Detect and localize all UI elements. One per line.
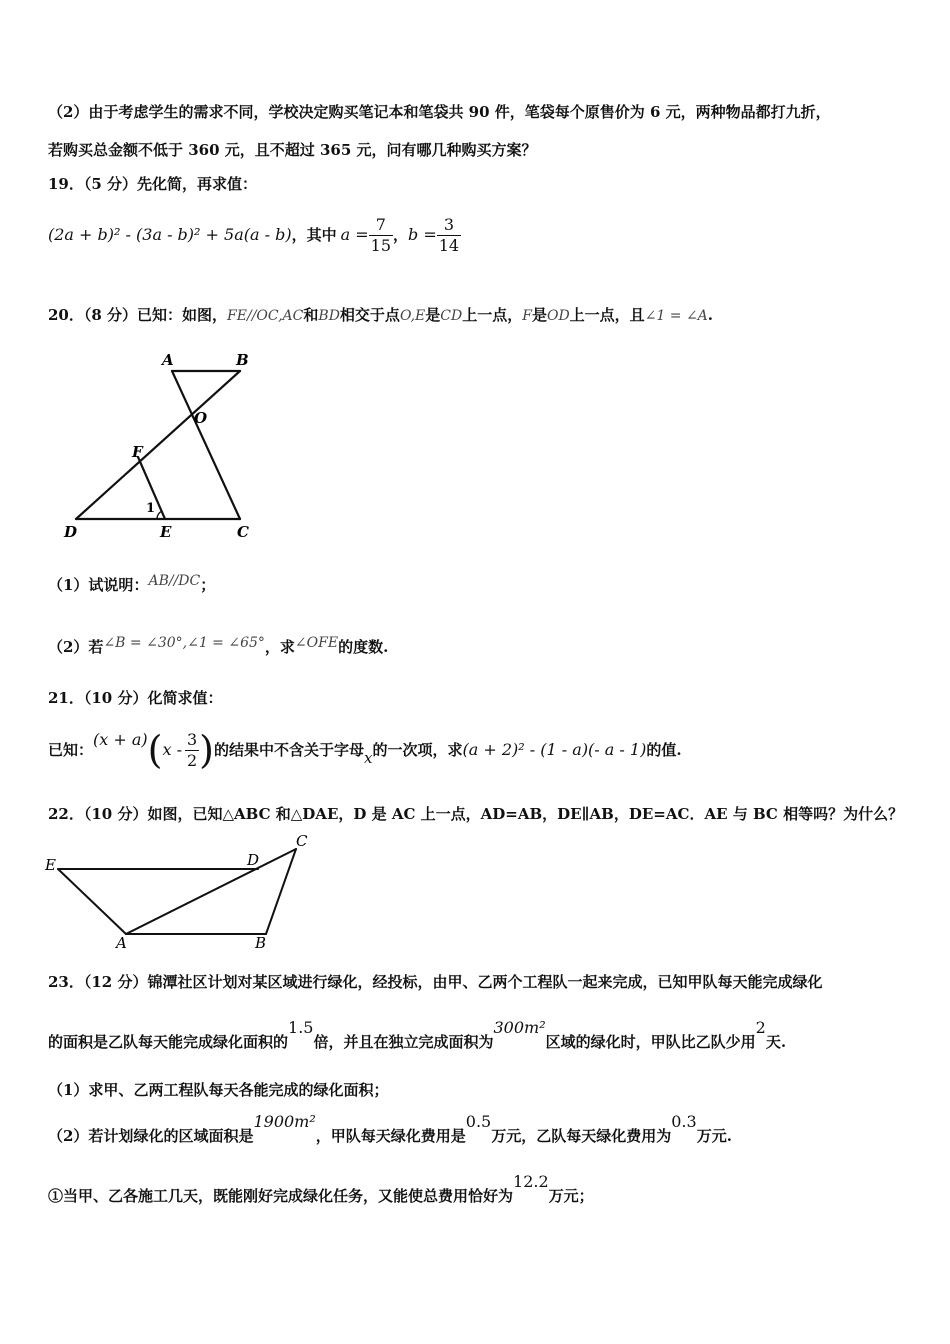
q20-text-2: 和 [303,306,319,324]
q20-math-5: F [522,308,532,324]
q23-part1: （1）求甲、乙两工程队每天各能完成的绿化面积； [48,1081,389,1099]
q20-math-6: OD [546,308,570,324]
q22-statement: 22．（10 分）如图，已知△ABC 和△DAE，D 是 AC 上一点，AD=AB，DE∥AB，DE=AC．AE 与 BC 相等吗？为什么？ [48,805,904,823]
q20-part2 [48,637,388,658]
q21-frac-den: 2 [186,750,198,770]
q21-lead: 已知： [48,741,94,759]
q21-expr-a: (x + a) [93,730,148,749]
label-e: E [45,856,56,874]
segment-ea [58,869,126,934]
q19-b-denominator: 14 [438,235,460,255]
q20-text-8: . [707,306,714,324]
q20-text-3: 相交于点 [339,306,400,324]
q20-text-4: 是 [425,306,441,324]
q20-math-4: CD [440,308,463,324]
q20-part2-text: （2）若 [48,638,104,656]
q23-l2-c: 区域的绿化时，甲队比乙队少用 [545,1033,756,1051]
q19-comma: ， [393,226,409,244]
q20-part2-mid: ，求 [264,638,295,656]
q21-mid: 的结果中不含关于字母 [214,741,365,759]
q20-text-5: 上一点， [462,306,523,324]
label-b: B [236,351,249,369]
q21-fraction [185,730,199,771]
q23-l2-d: 天. [765,1033,787,1051]
q23-p2-d: 万元. [696,1127,732,1145]
q19-expression-line [48,210,461,260]
q20-part2-math2: ∠OFE [294,635,339,651]
q20-text-6: 是 [531,306,547,324]
q20-math-7: ∠1 = ∠A [644,308,708,324]
q23-p2-a: （2）若计划绿化的区域面积是 [48,1127,254,1145]
q20-geometry-figure [40,345,290,550]
label-o: O [194,409,208,427]
q21-frac-num: 3 [186,729,198,749]
segment-bd [76,371,240,519]
q23-p2-value2: 0.5 [465,1112,492,1131]
label-a: A [116,934,127,952]
segment-ac [172,371,240,519]
label-d: D [64,523,78,541]
q18-part2-line2: 若购买总金额不低于 360 元，且不超过 365 元，问有哪几种购买方案？ [48,141,537,159]
q23-l2-value1: 1.5 [288,1018,314,1037]
q21-expression-line [48,722,682,778]
q23-line1: 23．（12 分）锦潭社区计划对某区域进行绿化，经投标，由甲、乙两个工程队一起来完成，已知甲队每天能完成绿化 [48,973,823,991]
q23-p2-b: ，甲队每天绿化费用是 [315,1127,466,1145]
q19-header: 19．（5 分）先化简，再求值： [48,175,258,193]
q23-part2 [48,1112,732,1146]
q19-a-fraction [369,215,393,256]
q21-expr2: (a + 2)² - (1 - a)(- a - 1) [462,740,647,759]
q21-mid2: 的一次项，求 [372,741,463,759]
q20-text-7: 上一点，且 [569,306,645,324]
q20-part2-math: ∠B = ∠30°,∠1 = ∠65° [103,635,265,651]
q20-part1-math: AB//DC [148,573,201,589]
q23-p2-value3: 0.3 [671,1112,697,1131]
q23-p2-value1: 1900m² [253,1112,316,1131]
q20-part1-end: ； [200,576,216,594]
q23-l2-a: 的面积是乙队每天能完成绿化面积的 [48,1033,289,1051]
label-c: C [237,523,249,541]
q19-expression: (2a + b)² - (3a - b)² + 5a(a - b) [48,225,292,244]
angle-1-arc [157,511,162,519]
q20-part1 [48,575,215,596]
q23-c1-a: ①当甲、乙各施工几天，既能刚好完成绿化任务，又能使总费用恰好为 [48,1187,514,1205]
label-d: D [247,851,260,869]
label-a: A [162,351,174,369]
q23-l2-b: 倍，并且在独立完成面积为 [313,1033,494,1051]
q23-l2-value2: 300m² [493,1018,546,1037]
q23-p2-c: 万元，乙队每天绿化费用为 [491,1127,672,1145]
q20-statement [48,305,713,326]
q21-left-paren: ( [147,728,163,772]
q21-expr-x: x - [162,740,182,759]
q21-right-paren: ) [199,728,214,772]
q23-c1-b: 万元； [548,1187,594,1205]
label-f: F [132,443,143,461]
q19-where: ，其中 [291,226,337,244]
q23-line2 [48,1018,787,1052]
q19-a-denominator: 15 [370,235,391,255]
q18-part2-line1: （2）由于考虑学生的需求不同，学校决定购买笔记本和笔袋共 90 件，笔袋每个原售价为 6 元，两种物品都打九折， [48,103,831,121]
q20-math-3: O,E [399,308,426,324]
q20-text-1: 20．（8 分）已知：如图， [48,306,228,324]
q20-part1-text: （1）试说明： [48,576,149,594]
q22-geometry-figure [40,830,320,954]
q19-a-label: a = [340,225,369,244]
q21-letter: x [364,749,373,767]
q19-b-fraction [437,215,461,256]
q23-c1-value: 12.2 [513,1172,549,1191]
q19-b-label: b = [408,225,437,244]
label-e: E [160,523,172,541]
q20-math-2: BD [318,308,340,324]
q19-a-numerator: 7 [369,215,393,236]
q23-case1 [48,1172,594,1206]
q21-header: 21．（10 分）化简求值： [48,689,223,707]
label-c: C [296,832,308,850]
q20-part2-end: 的度数. [338,638,389,656]
q21-end: 的值. [646,741,682,759]
label-angle-1: 1 [146,501,156,516]
q23-l2-value3: 2 [755,1018,766,1037]
label-b: B [255,934,267,952]
q19-b-numerator: 3 [437,215,461,236]
q20-math-1: FE//OC,AC [227,308,304,324]
